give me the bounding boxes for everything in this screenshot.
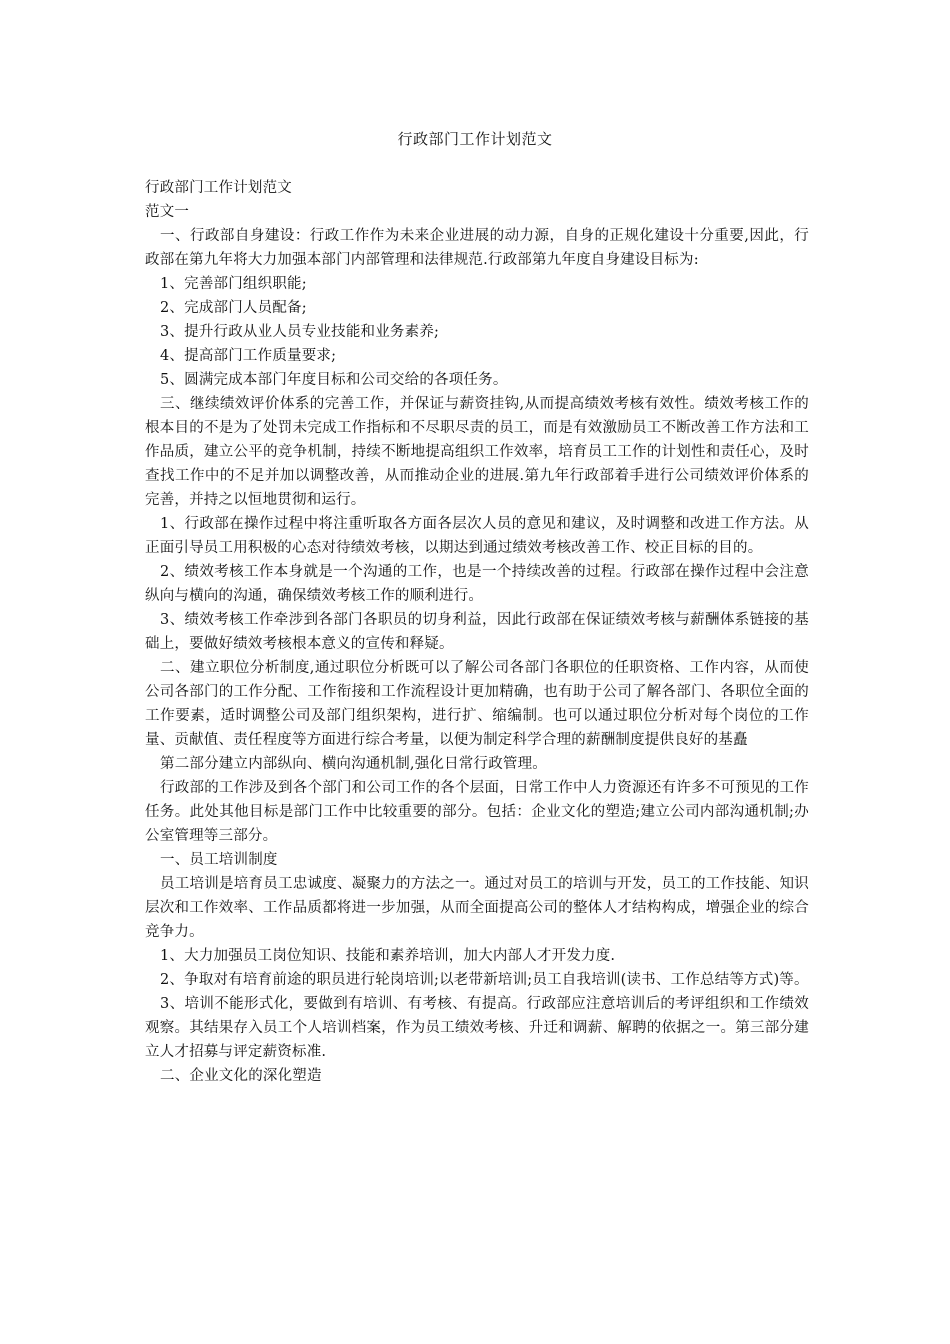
- paragraph: 二、建立职位分析制度,通过职位分析既可以了解公司各部门各职位的任职资格、工作内容，从而使公司各部门的工作分配、工作衔接和工作流程设计更加精确，也有助于公司了解各部门、各职位全面的工作要素，适时调整公司及部门组织架构，进行扩、缩编制。也可以通过职位分析对每个岗位的工作量、贡献值、责任程度等方面进行综合考量，以便为制定科学合理的薪酬制度提供良好的基矗: [145, 660, 809, 748]
- list-item: 3、提升行政从业人员专业技能和业务素养;: [160, 324, 440, 340]
- document-title: 行政部门工作计划范文: [397, 130, 553, 148]
- paragraph: 1、行政部在操作过程中将注重听取各方面各层次人员的意见和建议，及时调整和改进工作方法。从正面引导员工用积极的心态对待绩效考核，以期达到通过绩效考核改善工作、校正目标的目的。: [145, 516, 809, 556]
- subheading: 一、员工培训制度: [160, 852, 278, 868]
- paragraph: 3、绩效考核工作牵涉到各部门各职员的切身利益，因此行政部在保证绩效考核与薪酬体系链接的基础上，要做好绩效考核根本意义的宣传和释疑。: [145, 612, 809, 652]
- paragraph: 2、绩效考核工作本身就是一个沟通的工作，也是一个持续改善的过程。行政部在操作过程中会注意纵向与横向的沟通，确保绩效考核工作的顺利进行。: [145, 564, 809, 604]
- list-item: 1、大力加强员工岗位知识、技能和素养培训，加大内部人才开发力度.: [160, 948, 616, 964]
- list-item: 2、完成部门人员配备;: [160, 300, 307, 316]
- list-item: 2、争取对有培育前途的职员进行轮岗培训;以老带新培训;员工自我培训(读书、工作总结等方式)等。: [160, 972, 809, 988]
- document-heading: 行政部门工作计划范文: [145, 180, 292, 196]
- document-body: [145, 176, 809, 1088]
- list-item: 5、圆满完成本部门年度目标和公司交给的各项任务。: [160, 372, 508, 388]
- paragraph: 员工培训是培育员工忠诚度、凝聚力的方法之一。通过对员工的培训与开发，员工的工作技能、知识层次和工作效率、工作品质都将进一步加强，从而全面提高公司的整体人才结构构成，增强企业的综合竞争力。: [145, 876, 809, 940]
- paragraph: 3、培训不能形式化，要做到有培训、有考核、有提高。行政部应注意培训后的考评组织和工作绩效观察。其结果存入员工个人培训档案，作为员工绩效考核、升迁和调薪、解聘的依据之一。第三部分建立人才招募与评定薪资标准.: [145, 996, 809, 1060]
- section-label: 范文一: [145, 204, 190, 220]
- list-item: 1、完善部门组织职能;: [160, 276, 307, 292]
- subheading: 二、企业文化的深化塑造: [160, 1068, 322, 1084]
- paragraph: 第二部分建立内部纵向、横向沟通机制,强化日常行政管理。: [160, 756, 548, 772]
- paragraph: 三、继续绩效评价体系的完善工作，并保证与薪资挂钩,从而提高绩效考核有效性。绩效考核工作的根本目的不是为了处罚未完成工作指标和不尽职尽责的员工，而是有效激励员工不断改善工作方法和工作品质，建立公平的竞争机制，持续不断地提高组织工作效率，培育员工工作的计划性和责任心，及时查找工作中的不足并加以调整改善，从而推动企业的进展.第九年行政部着手进行公司绩效评价体系的完善，并持之以恒地贯彻和运行。: [145, 396, 809, 508]
- paragraph: 行政部的工作涉及到各个部门和公司工作的各个层面，日常工作中人力资源还有许多不可预见的工作任务。此处其他目标是部门工作中比较重要的部分。包括：企业文化的塑造;建立公司内部沟通机制;办公室管理等三部分。: [145, 780, 809, 844]
- list-item: 4、提高部门工作质量要求;: [160, 348, 337, 364]
- paragraph: 一、行政部自身建设：行政工作作为未来企业进展的动力源，自身的正规化建设十分重要,因此，行政部在第九年将大力加强本部门内部管理和法律规范.行政部第九年度自身建设目标为:: [145, 228, 809, 268]
